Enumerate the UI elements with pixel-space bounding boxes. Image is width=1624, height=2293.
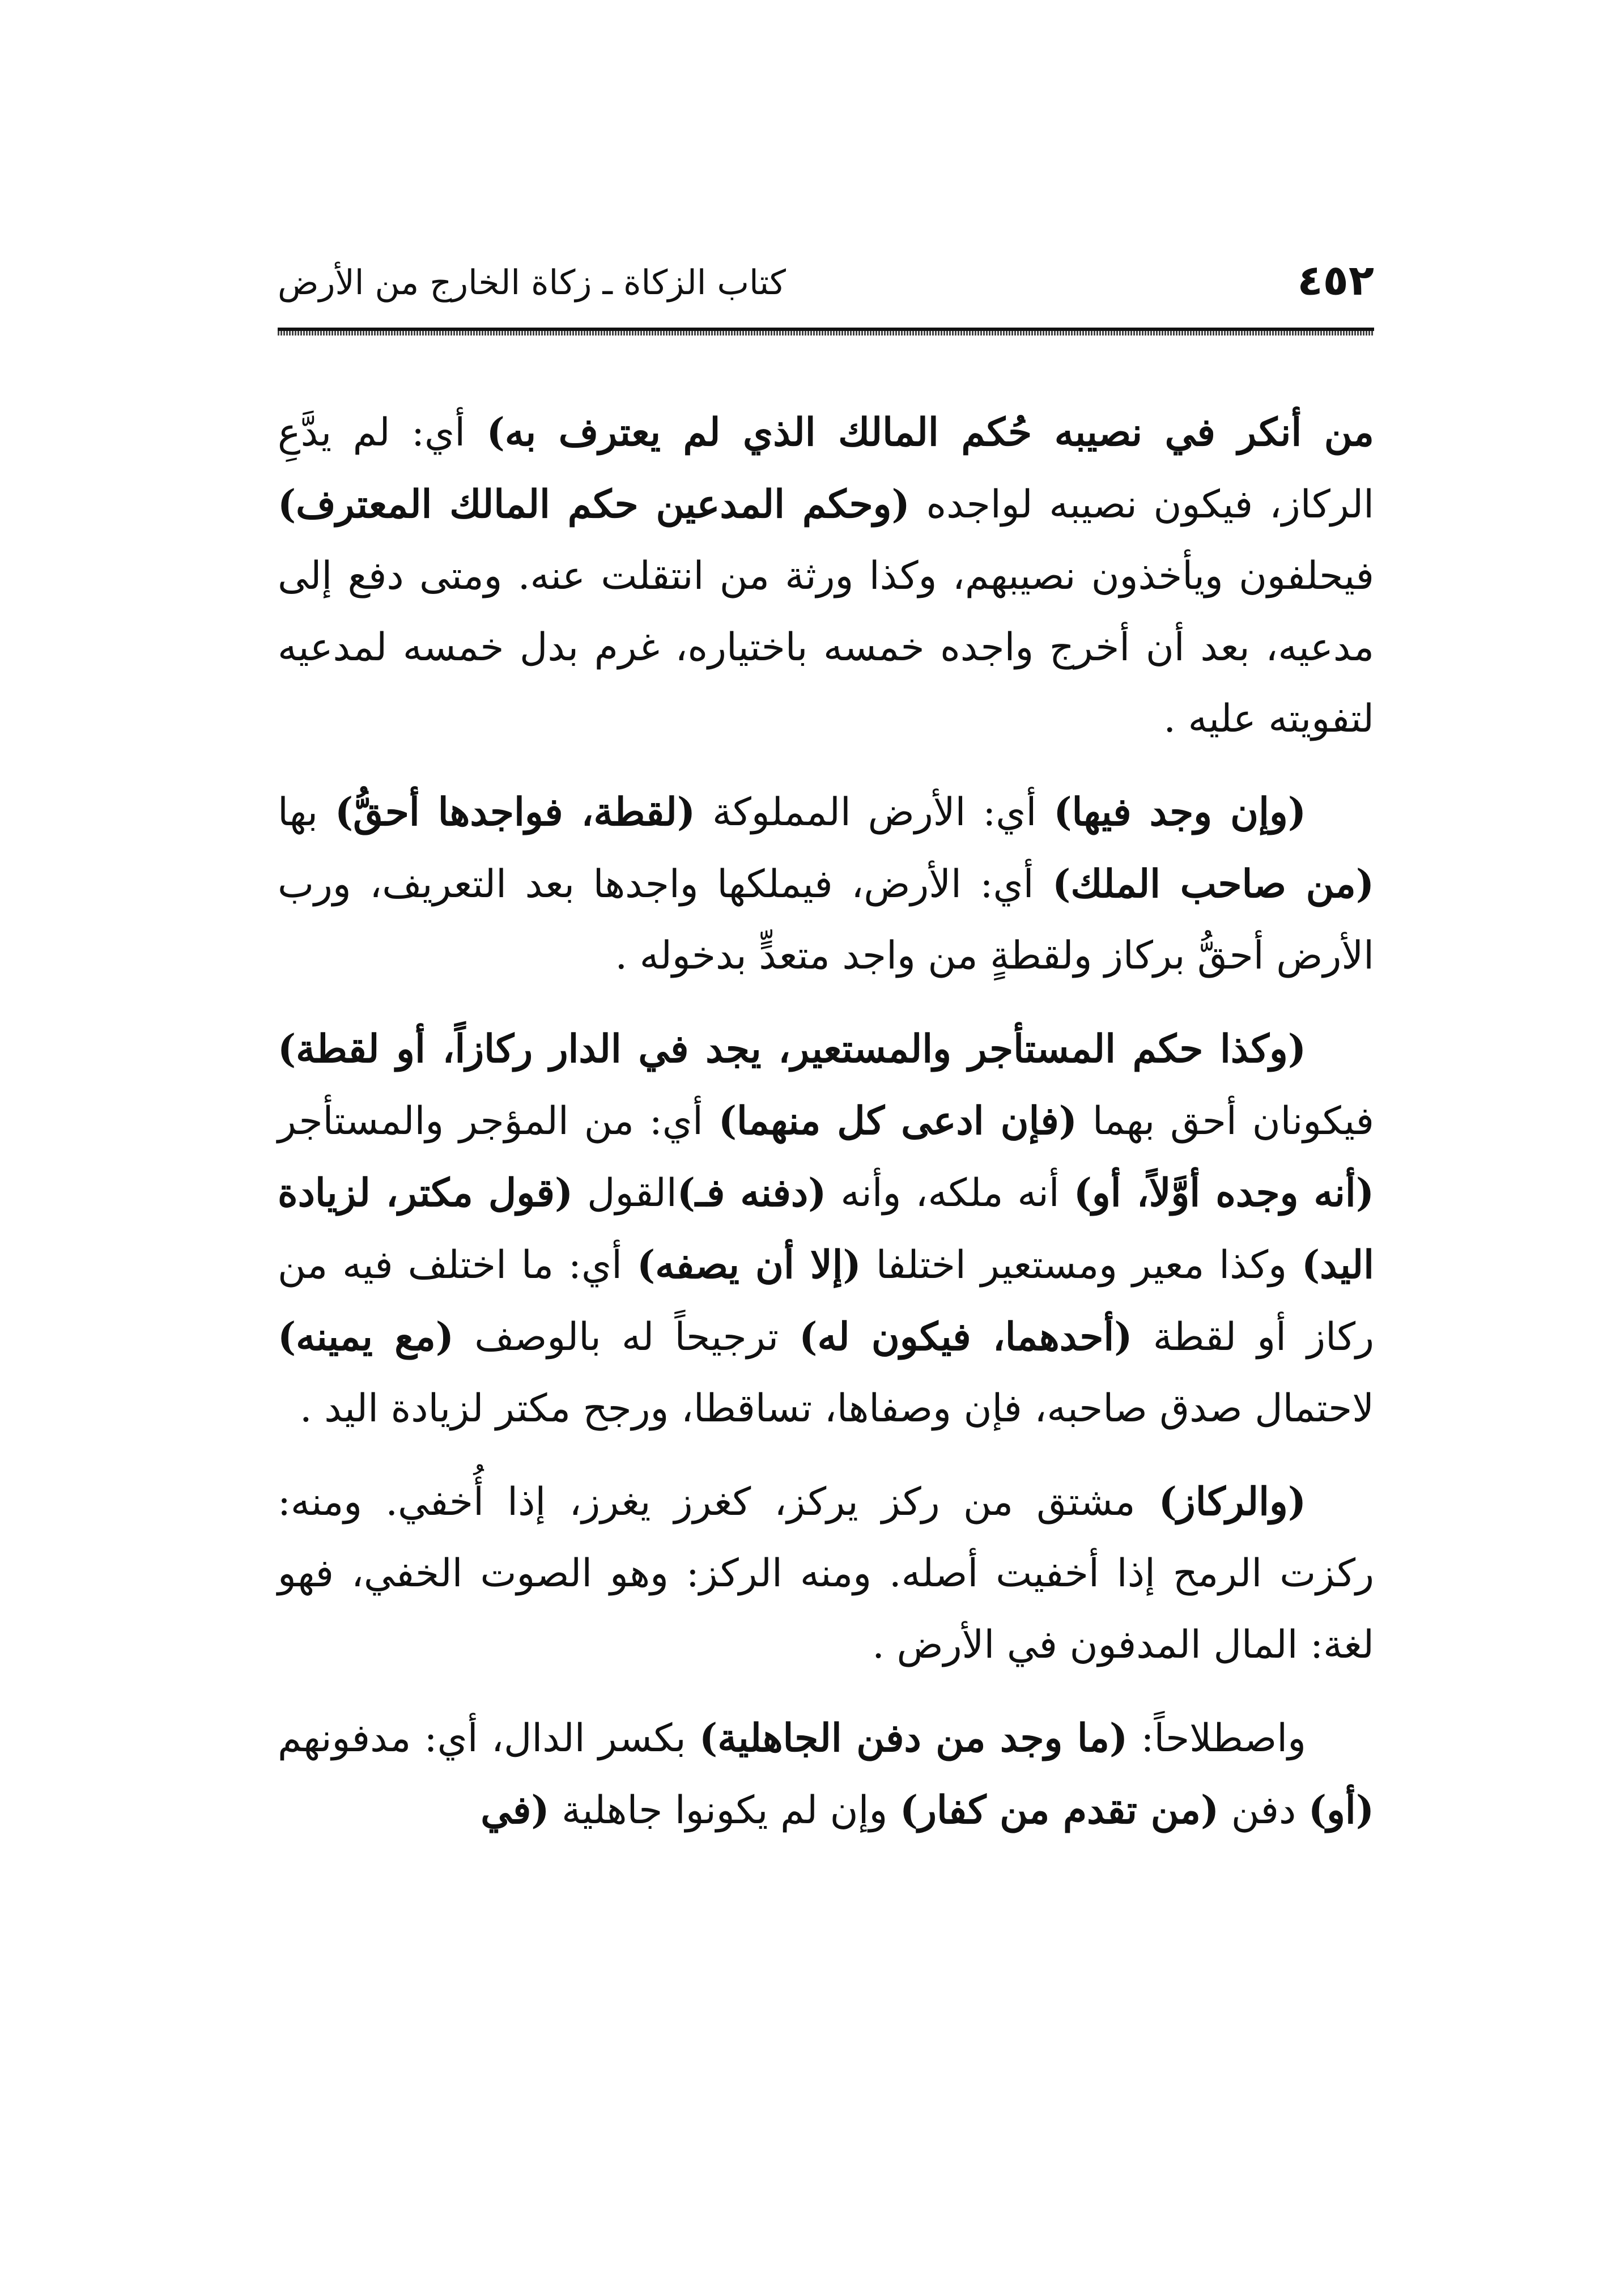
paragraph: [278, 397, 1374, 755]
text-segment: فيكونان أحق بهما: [1077, 1099, 1375, 1144]
paragraph: [278, 1013, 1374, 1445]
text-segment: ترجيحاً له بالوصف: [453, 1315, 800, 1360]
text-segment: أي: الأرض، فيملكها واجدها بعد التعريف، ورب الأرض أحقُّ بركاز ولقطةٍ من واجد متعدٍّ بدخوله .: [278, 862, 1374, 978]
text-segment: أي: من المؤجر والمستأجر: [278, 1099, 719, 1144]
bold-text-segment: (لقطة، فواجدها أحقُّ): [334, 789, 696, 835]
text-segment: واصطلاحاً:: [1128, 1716, 1307, 1761]
paragraph: [278, 1466, 1374, 1681]
text-segment: أي: لم يدَّعِ الركاز، فيكون نصيبه لواجده: [278, 410, 1374, 527]
text-segment: بكسر الدال، أي: مدفونهم: [278, 1716, 700, 1761]
text-segment: وكذا معير ومستعير اختلفا: [861, 1243, 1302, 1288]
page-header: [278, 249, 1374, 334]
bold-text-segment: (وكذا حكم المستأجر والمستعير، يجد في الدار ركازاً، أو لقطة): [278, 1026, 1306, 1072]
text-segment: أي: ما اختلف فيه من ركاز أو لقطة: [278, 1243, 1375, 1360]
text-segment: لاحتمال صدق صاحبه، فإن وصفاها، تساقطا، ورجح مكتر لزيادة اليد .: [299, 1386, 1374, 1431]
bold-text-segment: (فإن ادعى كل منهما): [718, 1098, 1077, 1144]
bold-text-segment: (قول مكتر، لزيادة اليد): [278, 1170, 1374, 1288]
body-text: [278, 397, 1374, 2210]
bold-text-segment: (مع يمينه): [278, 1314, 454, 1360]
bold-text-segment: من أنكر في نصيبه حُكم المالك الذي لم يعترف به): [486, 410, 1374, 455]
paragraph: [278, 1702, 1374, 1846]
bold-text-segment: (من صاحب الملك): [1052, 861, 1374, 907]
text-segment: فيحلفون ويأخذون نصيبهم، وكذا ورثة من انتقلت عنه. ومتى دفع إلى مدعيه، بعد أن أخرج واجده خمسه باختياره، غرم بدل خمسه لمدعيه لتفويته عليه .: [278, 554, 1374, 741]
bold-text-segment: (أحدهما، فيكون له): [799, 1314, 1133, 1360]
bold-text-segment: (إلا أن يصفه): [637, 1242, 861, 1288]
bold-text-segment: (من تقدم من كفار): [899, 1787, 1219, 1833]
bold-text-segment: (في: [481, 1787, 550, 1833]
text-segment: دفن: [1219, 1788, 1308, 1833]
bold-text-segment: (والركاز): [1158, 1479, 1306, 1525]
bold-text-segment: (أنه وجده أوَّلاً، أو): [1073, 1170, 1374, 1216]
text-segment: أنه ملكه، وأنه: [826, 1171, 1074, 1216]
page-number: ٤٥٢: [1297, 256, 1374, 305]
header-rule: [278, 328, 1374, 336]
bold-text-segment: (وإن وجد فيها): [1053, 789, 1306, 835]
bold-text-segment: (دفنه فـ): [677, 1170, 827, 1216]
text-segment: أي: الأرض المملوكة: [695, 790, 1054, 835]
text-segment: وإن لم يكونوا جاهلية: [549, 1788, 900, 1833]
bold-text-segment: (وحكم المدعين حكم المالك المعترف): [278, 482, 910, 527]
text-segment: القول: [573, 1171, 677, 1216]
running-title: كتاب الزكاة ـ زكاة الخارج من الأرض: [278, 263, 786, 303]
bold-text-segment: (ما وجد من دفن الجاهلية): [699, 1715, 1128, 1761]
bold-text-segment: (أو): [1308, 1787, 1374, 1833]
text-segment: مشتق من ركز يركز، كغرز يغرز، إذا أُخفي. ومنه: ركزت الرمح إذا أخفيت أصله. ومنه الركز: وهو الصوت الخفي، فهو لغة: المال المدفون في الأرض .: [278, 1480, 1374, 1667]
text-segment: بها: [278, 790, 335, 835]
paragraph: [278, 776, 1374, 992]
